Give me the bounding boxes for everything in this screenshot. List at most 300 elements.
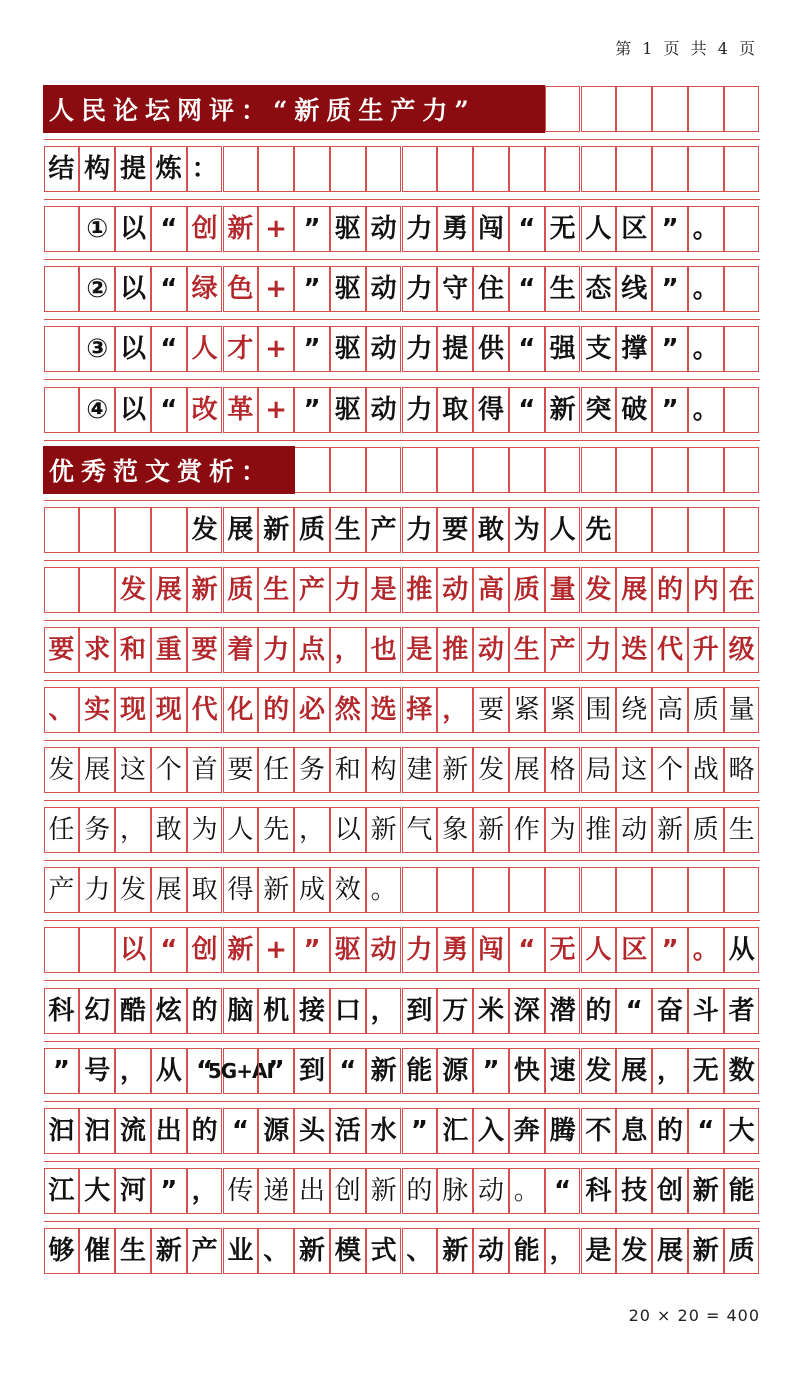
grid-cell [294, 447, 330, 493]
grid-cell: 展 [652, 1228, 688, 1274]
grid-cell: 从 [724, 927, 760, 973]
grid-cell: 以 [330, 807, 366, 853]
grid-row [44, 988, 760, 1034]
grid-cell: 腾 [545, 1108, 581, 1154]
grid-cell: 够 [44, 1228, 80, 1274]
grid-cell: 代 [187, 687, 223, 733]
grid-cell: 现 [115, 687, 151, 733]
grid-cell [724, 146, 760, 192]
grid-cell: 动 [473, 627, 509, 673]
grid-cell: 万 [437, 988, 473, 1034]
grid-cell: 任 [258, 747, 294, 793]
grid-cell: 驱 [330, 326, 366, 372]
grid-cell: 的 [581, 988, 617, 1034]
grid-row [44, 507, 760, 553]
grid-cell: 实 [79, 687, 115, 733]
grid-cell: 紧 [545, 687, 581, 733]
grid-cell: ” [151, 1168, 187, 1214]
grid-cell: 勇 [437, 927, 473, 973]
grid-row [44, 807, 760, 853]
grid-cell: 奋 [652, 988, 688, 1034]
grid-cell: 出 [294, 1168, 330, 1214]
grid-cell: ， [545, 1228, 581, 1274]
grid-cell [724, 447, 760, 493]
grid-cell [44, 507, 80, 553]
grid-cell: 。 [688, 266, 724, 312]
grid-cell: 到 [402, 988, 438, 1034]
grid-cell: 。 [509, 1168, 545, 1214]
grid-cell: 无 [688, 1048, 724, 1094]
grid-cell: 驱 [330, 927, 366, 973]
grid-cell: 为 [545, 807, 581, 853]
grid-cell: 要 [437, 507, 473, 553]
grid-cell: 这 [616, 747, 652, 793]
grid-cell: 创 [652, 1168, 688, 1214]
grid-cell [724, 86, 760, 132]
grid-cell: 者 [724, 988, 760, 1034]
grid-gap-line [44, 259, 760, 260]
grid-cell: 是 [366, 567, 402, 613]
grid-cell: 建 [402, 747, 438, 793]
grid-cell: “ [151, 387, 187, 433]
grid-cell: 求 [79, 627, 115, 673]
grid-cell [509, 146, 545, 192]
grid-cell [652, 447, 688, 493]
grid-cell: 格 [545, 747, 581, 793]
grid-cell: 首 [187, 747, 223, 793]
grid-cell: 强 [545, 326, 581, 372]
grid-cell: 提 [115, 146, 151, 192]
grid-cell: 推 [581, 807, 617, 853]
grid-cell: 得 [473, 387, 509, 433]
grid-gap-line [44, 500, 760, 501]
grid-cell: + [258, 206, 294, 252]
grid-cell: 个 [151, 747, 187, 793]
grid-cell: 创 [187, 206, 223, 252]
grid-cell [79, 507, 115, 553]
grid-cell: 略 [724, 747, 760, 793]
grid-cell: 区 [616, 927, 652, 973]
grid-cell: 源 [437, 1048, 473, 1094]
grid-cell: 区 [616, 206, 652, 252]
grid-cell: “ [223, 1108, 259, 1154]
grid-cell: 的 [402, 1168, 438, 1214]
grid-cell [545, 447, 581, 493]
grid-cell: 然 [330, 687, 366, 733]
grid-cell: + [258, 927, 294, 973]
grid-cell: 科 [581, 1168, 617, 1214]
grid-cell: 发 [44, 747, 80, 793]
grid-cell: 活 [330, 1108, 366, 1154]
grid-cell: 力 [402, 387, 438, 433]
grid-cell: 新 [437, 1228, 473, 1274]
grid-cell: 动 [473, 1168, 509, 1214]
grid-gap-line [44, 1221, 760, 1222]
grid-cell: “ [688, 1108, 724, 1154]
grid-cell: 以 [115, 206, 151, 252]
grid-cell [724, 326, 760, 372]
grid-cell: 力 [402, 206, 438, 252]
grid-cell [437, 447, 473, 493]
grid-cell: 从 [151, 1048, 187, 1094]
grid-cell: 产 [294, 567, 330, 613]
grid-cell: 新 [437, 747, 473, 793]
grid-cell: 力 [402, 507, 438, 553]
grid-cell: 代 [652, 627, 688, 673]
grid-cell: 闯 [473, 927, 509, 973]
grid-cell: 量 [724, 687, 760, 733]
grid-cell: 气 [402, 807, 438, 853]
grid-cell: 为 [509, 507, 545, 553]
grid-cell: ， [187, 1168, 223, 1214]
grid-cell [402, 447, 438, 493]
grid-cell: 模 [330, 1228, 366, 1274]
grid-cell [616, 447, 652, 493]
grid-cell: 绕 [616, 687, 652, 733]
grid-cell: 展 [616, 1048, 652, 1094]
grid-cell: ， [652, 1048, 688, 1094]
grid-cell [437, 146, 473, 192]
grid-cell: 得 [223, 867, 259, 913]
grid-cell: ” [294, 927, 330, 973]
grid-cell: 式 [366, 1228, 402, 1274]
grid-cell: 动 [366, 266, 402, 312]
grid-cell: ” [652, 927, 688, 973]
grid-cell: 发 [473, 747, 509, 793]
grid-cell [44, 206, 80, 252]
grid-cell: 发 [115, 567, 151, 613]
grid-cell: 新 [258, 507, 294, 553]
manuscript-grid [44, 86, 760, 1293]
grid-cell: ” [652, 326, 688, 372]
grid-cell: 守 [437, 266, 473, 312]
grid-cell [402, 146, 438, 192]
grid-cell: 大 [724, 1108, 760, 1154]
grid-cell [509, 447, 545, 493]
grid-cell: 产 [44, 867, 80, 913]
grid-cell: ” [294, 387, 330, 433]
grid-cell [473, 146, 509, 192]
grid-cell: “ [545, 1168, 581, 1214]
grid-cell: 生 [330, 507, 366, 553]
grid-cell: “ [509, 326, 545, 372]
grid-cell: 破 [616, 387, 652, 433]
grid-cell: ” [294, 326, 330, 372]
grid-cell: ” [258, 1048, 294, 1094]
grid-cell: 入 [473, 1108, 509, 1154]
grid-row [44, 1228, 760, 1274]
grid-cell: ， [437, 687, 473, 733]
grid-cell: 和 [330, 747, 366, 793]
grid-row [44, 387, 760, 433]
grid-cell: 象 [437, 807, 473, 853]
grid-cell: 生 [258, 567, 294, 613]
grid-row [44, 326, 760, 372]
grid-cell: 动 [366, 206, 402, 252]
grid-cell [688, 146, 724, 192]
grid-cell: 新 [187, 567, 223, 613]
grid-cell: “ [509, 266, 545, 312]
grid-cell: 才 [223, 326, 259, 372]
grid-cell: 以 [115, 927, 151, 973]
grid-cell: 的 [258, 687, 294, 733]
grid-gap-line [44, 1101, 760, 1102]
grid-cell: 大 [79, 1168, 115, 1214]
grid-cell: 展 [151, 567, 187, 613]
grid-row [44, 266, 760, 312]
grid-cell: 量 [545, 567, 581, 613]
grid-cell: 动 [366, 927, 402, 973]
grid-cell: 发 [616, 1228, 652, 1274]
grid-cell: 效 [330, 867, 366, 913]
grid-cell: 色 [223, 266, 259, 312]
grid-cell: 紧 [509, 687, 545, 733]
grid-cell: 生 [724, 807, 760, 853]
grid-cell [581, 447, 617, 493]
grid-cell: 力 [330, 567, 366, 613]
grid-gap-line [44, 860, 760, 861]
grid-cell: 提 [437, 326, 473, 372]
grid-cell: “ [330, 1048, 366, 1094]
grid-cell [223, 146, 259, 192]
grid-gap-line [44, 620, 760, 621]
grid-cell: 汩 [44, 1108, 80, 1154]
grid-cell: 质 [688, 807, 724, 853]
grid-cell [724, 206, 760, 252]
grid-cell: 技 [616, 1168, 652, 1214]
grid-cell: 创 [187, 927, 223, 973]
grid-cell: 、 [44, 687, 80, 733]
grid-cell [545, 867, 581, 913]
grid-cell [581, 867, 617, 913]
grid-cell: 力 [402, 927, 438, 973]
grid-cell: 和 [115, 627, 151, 673]
grid-cell: 选 [366, 687, 402, 733]
grid-cell: 力 [581, 627, 617, 673]
grid-cell: 业 [223, 1228, 259, 1274]
grid-cell: ” [652, 387, 688, 433]
grid-cell: 汩 [79, 1108, 115, 1154]
grid-cell: 。 [688, 927, 724, 973]
grid-cell: “ [151, 927, 187, 973]
grid-row [44, 687, 760, 733]
grid-cell: 的 [652, 1108, 688, 1154]
grid-cell: 构 [366, 747, 402, 793]
grid-gap-line [44, 1041, 760, 1042]
grid-cell: 个 [652, 747, 688, 793]
grid-cell: 勇 [437, 206, 473, 252]
grid-cell [581, 86, 617, 132]
grid-cell: 展 [223, 507, 259, 553]
grid-cell: ② [79, 266, 115, 312]
grid-cell: 产 [366, 507, 402, 553]
grid-cell: 到 [294, 1048, 330, 1094]
grid-cell: 务 [294, 747, 330, 793]
grid-cell: 深 [509, 988, 545, 1034]
grid-cell: 快 [509, 1048, 545, 1094]
grid-cell [473, 867, 509, 913]
grid-cell: 新 [545, 387, 581, 433]
grid-cell [616, 146, 652, 192]
grid-cell: 战 [688, 747, 724, 793]
grid-cell: 以 [115, 326, 151, 372]
grid-cell: 无 [545, 206, 581, 252]
grid-cell: 炼 [151, 146, 187, 192]
grid-cell: 围 [581, 687, 617, 733]
grid-row [44, 206, 760, 252]
grid-cell: ” [652, 206, 688, 252]
grid-cell: 展 [151, 867, 187, 913]
grid-row [44, 627, 760, 673]
grid-cell: 革 [223, 387, 259, 433]
grid-cell: ， [330, 627, 366, 673]
grid-cell: “ [187, 1048, 223, 1094]
grid-cell: 成 [294, 867, 330, 913]
grid-cell: 质 [294, 507, 330, 553]
grid-cell: 潜 [545, 988, 581, 1034]
grid-cell: 产 [187, 1228, 223, 1274]
grid-cell: 发 [581, 567, 617, 613]
grid-cell: 取 [187, 867, 223, 913]
grid-cell: 能 [724, 1168, 760, 1214]
grid-cell [545, 146, 581, 192]
grid-cell: 力 [79, 867, 115, 913]
grid-cell: ” [652, 266, 688, 312]
grid-cell: 这 [115, 747, 151, 793]
grid-cell: 人 [581, 206, 617, 252]
grid-gap-line [44, 920, 760, 921]
grid-cell: ① [79, 206, 115, 252]
grid-cell: 点 [294, 627, 330, 673]
grid-cell: 高 [652, 687, 688, 733]
grid-cell [258, 146, 294, 192]
grid-row [44, 867, 760, 913]
grid-cell: 新 [258, 867, 294, 913]
grid-cell: 务 [79, 807, 115, 853]
grid-cell: ③ [79, 326, 115, 372]
grid-cell: 的 [187, 1108, 223, 1154]
grid-cell: 出 [151, 1108, 187, 1154]
grid-cell: 创 [330, 1168, 366, 1214]
section-band: 优秀范文赏析： [43, 446, 295, 494]
grid-cell: 人 [545, 507, 581, 553]
grid-cell [437, 867, 473, 913]
grid-cell: 炫 [151, 988, 187, 1034]
grid-cell: 动 [616, 807, 652, 853]
grid-cell: 新 [688, 1168, 724, 1214]
grid-cell [366, 146, 402, 192]
grid-cell [724, 387, 760, 433]
grid-cell: 先 [258, 807, 294, 853]
grid-cell [44, 387, 80, 433]
grid-cell: 择 [402, 687, 438, 733]
grid-cell: 不 [581, 1108, 617, 1154]
grid-cell: 口 [330, 988, 366, 1034]
grid-cell: 斗 [688, 988, 724, 1034]
grid-cell: “ [509, 206, 545, 252]
grid-gap-line [44, 1161, 760, 1162]
grid-cell: 号 [79, 1048, 115, 1094]
grid-cell: “ [616, 988, 652, 1034]
grid-cell: 新 [652, 807, 688, 853]
grid-gap-line [44, 139, 760, 140]
grid-row [44, 1048, 760, 1094]
grid-cell: 改 [187, 387, 223, 433]
grid-gap-line [44, 740, 760, 741]
grid-cell: 结 [44, 146, 80, 192]
title-band: 人民论坛网评：“新质生产力” [43, 85, 545, 133]
grid-row [44, 1108, 760, 1154]
grid-cell: 。 [688, 206, 724, 252]
grid-cell: 以 [115, 387, 151, 433]
grid-cell: 。 [688, 387, 724, 433]
grid-cell [44, 326, 80, 372]
grid-cell: ” [44, 1048, 80, 1094]
grid-cell: 要 [44, 627, 80, 673]
grid-cell: 发 [115, 867, 151, 913]
grid-gap-line [44, 379, 760, 380]
grid-cell [724, 867, 760, 913]
grid-cell: 升 [688, 627, 724, 673]
grid-cell: 必 [294, 687, 330, 733]
grid-cell: 驱 [330, 266, 366, 312]
grid-cell: 脑 [223, 988, 259, 1034]
grid-cell: “ [151, 326, 187, 372]
grid-cell: 是 [402, 627, 438, 673]
grid-cell: 递 [258, 1168, 294, 1214]
grid-cell: 力 [402, 326, 438, 372]
grid-cell: 汇 [437, 1108, 473, 1154]
grid-cell: 绿 [187, 266, 223, 312]
grid-cell: + [258, 326, 294, 372]
grid-cell: 也 [366, 627, 402, 673]
grid-cell: 内 [688, 567, 724, 613]
grid-cell [724, 507, 760, 553]
grid-cell: 新 [366, 1168, 402, 1214]
grid-cell [652, 507, 688, 553]
grid-cell: 构 [79, 146, 115, 192]
grid-cell [616, 867, 652, 913]
grid-row [44, 747, 760, 793]
grid-cell [652, 146, 688, 192]
grid-cell: 敢 [151, 807, 187, 853]
grid-cell: 新 [223, 927, 259, 973]
grid-cell: 能 [402, 1048, 438, 1094]
grid-cell: 流 [115, 1108, 151, 1154]
grid-row [44, 567, 760, 613]
grid-gap-line [44, 440, 760, 441]
grid-cell: 敢 [473, 507, 509, 553]
grid-cell [688, 867, 724, 913]
grid-cell: 在 [724, 567, 760, 613]
grid-cell: 展 [509, 747, 545, 793]
grid-cell: 取 [437, 387, 473, 433]
grid-cell: 酷 [115, 988, 151, 1034]
grid-cell: 质 [509, 567, 545, 613]
grid-cell: 产 [545, 627, 581, 673]
grid-cell [366, 447, 402, 493]
grid-cell: “ [509, 927, 545, 973]
grid-cell: 头 [294, 1108, 330, 1154]
grid-cell [509, 867, 545, 913]
grid-cell: 展 [79, 747, 115, 793]
grid-cell: 着 [223, 627, 259, 673]
grid-cell: 的 [652, 567, 688, 613]
grid-cell: 生 [545, 266, 581, 312]
grid-cell: ， [294, 807, 330, 853]
grid-cell: 。 [688, 326, 724, 372]
grid-cell: ” [294, 266, 330, 312]
